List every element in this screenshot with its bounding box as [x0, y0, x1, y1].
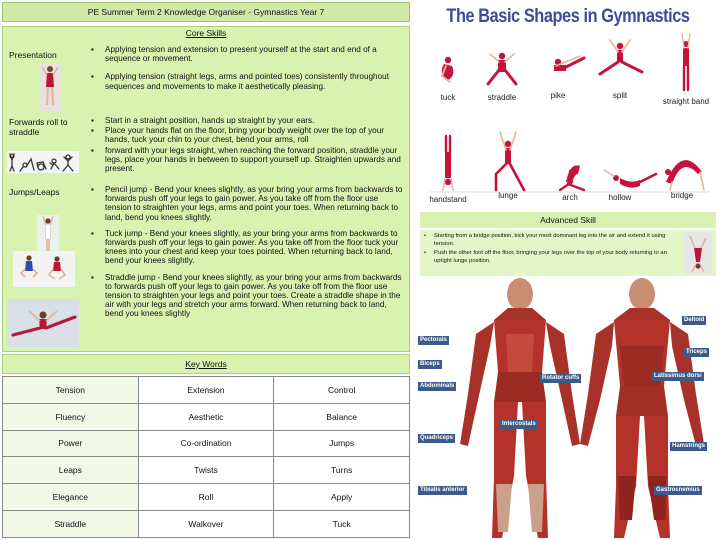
key-word-cell: Power — [3, 430, 139, 457]
muscle-label-hamstrings: Hamstrings — [672, 443, 706, 449]
muscle-label-latissimus-dorsi: Latissimus dorsi — [654, 373, 702, 379]
muscle-label-quadriceps: Quadriceps — [420, 435, 454, 441]
shape-label-pike: pike — [550, 91, 566, 100]
forwards-roll-sequence-image — [7, 151, 79, 173]
basic-shapes-title: The Basic Shapes in Gymnastics — [446, 6, 690, 27]
muscle-label-gastrocnemius: Gastrocnemius — [656, 487, 700, 493]
pencil-jump-bullet: ▪ Pencil jump - Bend your knees slightly, as your bring your arms from backwards to forwards push off your legs to gain power. As you take off from the floor use tension to straighten your legs, arms and point your toes. When returning back to land, bend you knees slightly. — [91, 185, 405, 222]
key-word-cell: Roll — [138, 484, 274, 511]
tuck-jump-bullet: ▪ Tuck jump - Bend your knees slightly, as your bring your arms from backwards to forwards push off your legs to gain power. As you take off from the floor tuck your knees into your chest and keep your toes pointed. When returning back to land, bend your knees slightly. — [91, 229, 405, 266]
muscle-anatomy-diagram — [410, 276, 720, 540]
shape-label-lunge: lunge — [498, 191, 518, 200]
shape-label-handstand: handstand — [429, 195, 467, 204]
muscle-label-intercostals: Intercostals — [502, 421, 536, 427]
core-skills-heading: Core Skills — [185, 28, 227, 38]
key-word-cell: Leaps — [3, 457, 139, 484]
key-word-cell: Twists — [138, 457, 274, 484]
page-title: PE Summer Term 2 Knowledge Organiser - Gymnastics Year 7 — [2, 2, 410, 22]
muscle-label-abdominals: Abdominals — [420, 383, 455, 389]
key-word-cell: Jumps — [274, 430, 410, 457]
table-row — [3, 403, 410, 430]
shape-label-bridge: bridge — [670, 191, 694, 200]
key-word-cell: Aesthetic — [138, 403, 274, 430]
shape-label-arch: arch — [562, 193, 578, 202]
key-words-heading: Key Words — [2, 354, 410, 374]
key-words-table — [2, 376, 410, 538]
key-word-cell: Co-ordination — [138, 430, 274, 457]
key-word-cell: Tuck — [274, 510, 410, 537]
table-row — [3, 430, 410, 457]
advanced-skill-bullet-2: • Push the other foot off the floor, bringing your legs over the top of your body returning to an upright lunge position. — [424, 249, 682, 266]
straddle-leap-image — [7, 299, 79, 347]
key-word-cell: Tension — [3, 377, 139, 404]
muscle-label-triceps: Triceps — [686, 349, 708, 355]
shape-label-straddle: straddle — [487, 93, 517, 102]
forwards-roll-bullet-1: ▪ Start in a straight position, hands up straight by your ears. — [91, 116, 405, 125]
key-word-cell: Extension — [138, 377, 274, 404]
presentation-bullets — [91, 45, 405, 100]
forwards-roll-bullets — [91, 116, 405, 174]
jumps-leaps-bullets — [91, 185, 405, 326]
basic-shapes-illustration — [420, 32, 716, 208]
straddle-jump-bullet: ▪ Straddle jump - Bend your knees slightly, as your bring your arms from backwards to forwards push off your legs to gain power. As you take off from the floor use tension to straighten your legs and point your toes. Create a straddle shape in the air with your legs and stretch your arms forward. When returning back to land, bend you knees slightly — [91, 273, 405, 319]
walkover-image — [684, 232, 712, 274]
key-word-cell: Turns — [274, 457, 410, 484]
key-word-cell: Fluency — [3, 403, 139, 430]
presentation-bullet-2: ▪ Applying tension (straight legs, arms and pointed toes) consistently throughout sequences and movements to make it aesthetically pleasing. — [91, 72, 405, 90]
key-word-cell: Elegance — [3, 484, 139, 511]
forwards-roll-bullet-3: ▪ forward with your legs straight, when reaching the forward position, straddle your legs, place your hands in between to support yourself up. Straighten upwards and present. — [91, 146, 405, 174]
shape-label-split: split — [612, 91, 628, 100]
table-row — [3, 457, 410, 484]
table-row — [3, 377, 410, 404]
table-row — [3, 484, 410, 511]
forwards-roll-bullet-2: ▪ Place your hands flat on the floor, bring your body weight over the top of your hands, tuck your chin to your chest, bend your arms, roll — [91, 126, 405, 144]
shape-label-hollow: hollow — [608, 193, 632, 202]
shape-label-straight-band: straight band — [662, 97, 710, 106]
muscle-label-deltoid: Deltoid — [684, 317, 705, 323]
key-word-cell: Walkover — [138, 510, 274, 537]
advanced-skill-panel — [420, 230, 716, 276]
muscle-label-tibialis-anterior: Tibialis anterior — [420, 487, 465, 493]
shape-label-tuck: tuck — [440, 93, 456, 102]
key-word-cell: Control — [274, 377, 410, 404]
section-label-forwards-roll: Forwards roll to straddle — [9, 117, 68, 137]
advanced-skill-bullet-1: • Starting from a bridge position, kick your most dominant leg into the air and extend it using tension. — [424, 232, 682, 249]
muscle-label-rotator-cuffs: Rotator cuffs — [542, 375, 580, 381]
table-row — [3, 510, 410, 537]
key-word-cell: Straddle — [3, 510, 139, 537]
section-label-jumps-leaps: Jumps/Leaps — [9, 187, 60, 197]
key-word-cell: Apply — [274, 484, 410, 511]
muscle-label-pectorals: Pectorals — [420, 337, 448, 343]
advanced-skill-heading: Advanced Skill — [420, 212, 716, 228]
muscle-label-biceps: Biceps — [420, 361, 440, 367]
tuck-jump-image — [13, 251, 75, 287]
key-word-cell: Balance — [274, 403, 410, 430]
section-label-presentation: Presentation — [9, 50, 57, 60]
presentation-gymnast-image — [39, 63, 61, 111]
core-skills-panel — [2, 26, 410, 352]
advanced-skill-bullets — [424, 232, 682, 266]
presentation-bullet-1: ▪ Applying tension and extension to present yourself at the start and end of a sequence or movement. — [91, 45, 405, 63]
